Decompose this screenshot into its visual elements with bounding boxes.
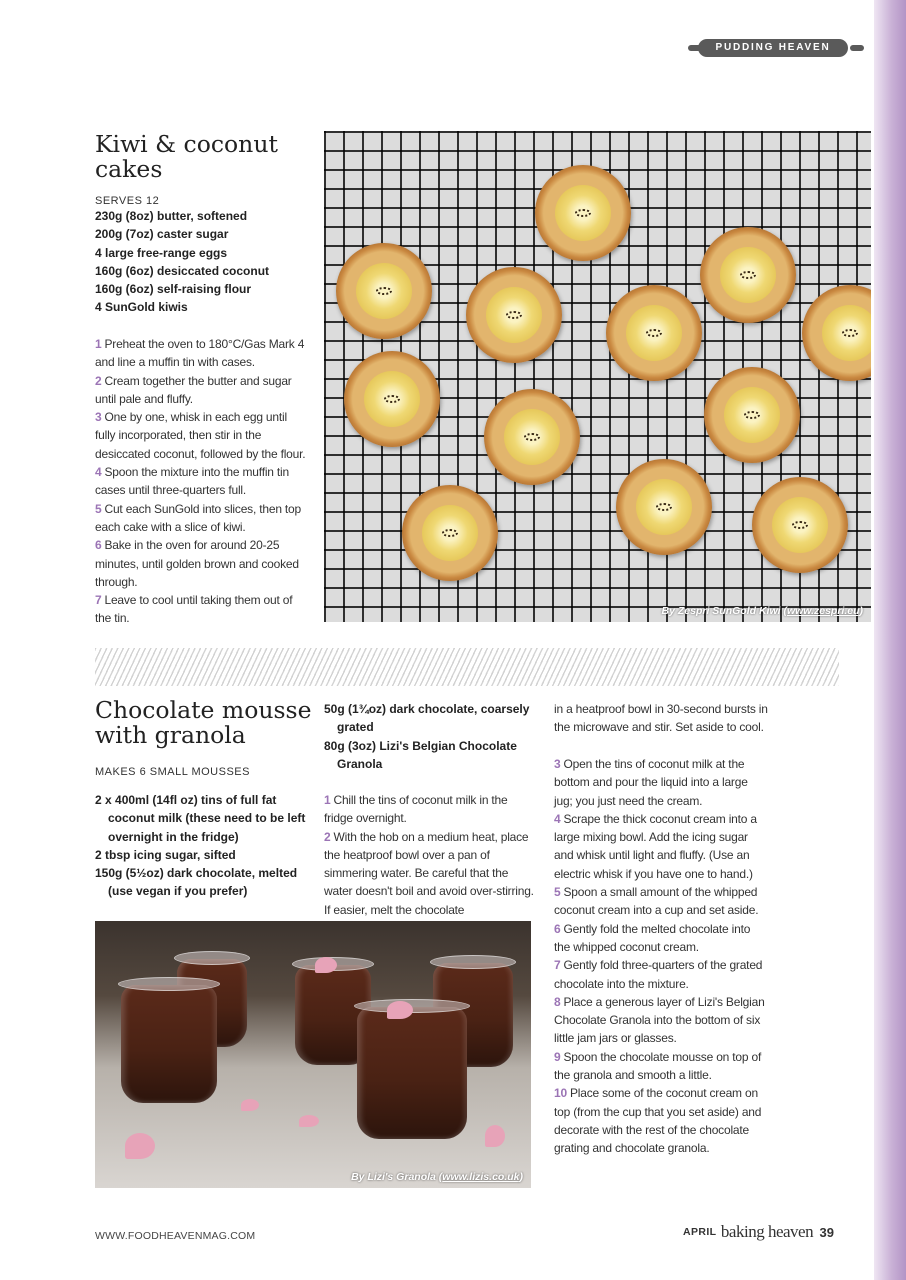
kiwi-photo-credit: By Zespri SunGold Kiwi (www.zespri.eu) [661, 605, 863, 617]
kiwi-cake [704, 367, 800, 463]
step-number: 5 [554, 885, 561, 900]
step-number: 3 [554, 757, 561, 771]
rose-petal [485, 1125, 505, 1147]
step-number: 8 [554, 994, 561, 1009]
step-number: 10 [554, 1086, 567, 1101]
page-edge-strip [874, 0, 906, 1280]
ingredient-item: 230g (8oz) butter, softened [95, 209, 248, 223]
kiwi-cake [700, 227, 796, 323]
method-step [554, 993, 769, 1048]
chocolate-mousse-photo [95, 921, 531, 1188]
method-step [554, 810, 769, 883]
step-text: Open the tins of coconut milk at the bottom and pour the liquid into a large jug; you just need the cream. [554, 757, 748, 808]
step-text: Spoon the mixture into the muffin tin cases until three-quarters full. [95, 465, 289, 498]
recipe2-ingredients-col2 [324, 700, 534, 773]
ingredient-item: 160g (6oz) self-raising flour [95, 282, 252, 297]
section-divider [95, 648, 839, 686]
kiwi-cake [344, 351, 440, 447]
ingredient-item: 2 x 400ml (14fl oz) tins of full fat coconut milk (these need to be left overnight in the fridge) [95, 793, 306, 844]
step-text: Bake in the oven for around 20-25 minutes, until golden brown and cooked through. [95, 538, 299, 589]
kiwi-cakes-photo [324, 131, 871, 622]
recipe1-serves: SERVES 12 [95, 195, 160, 207]
ingredient-item: 150g (5½oz) dark chocolate, melted (use vegan if you prefer) [95, 866, 298, 899]
kiwi-cake [535, 165, 631, 261]
kiwi-cake [752, 477, 848, 573]
method-step [95, 500, 307, 537]
step-number: 7 [95, 593, 102, 608]
recipe2-method-col2 [324, 791, 534, 919]
ingredient-item: 200g (7oz) caster sugar [95, 227, 229, 242]
rose-petal [125, 1133, 155, 1159]
zespri-link[interactable]: www.zespri.eu [786, 605, 860, 617]
method-step [324, 791, 534, 828]
method-step [554, 920, 769, 957]
step-number: 9 [554, 1049, 561, 1064]
step-number: 6 [95, 538, 102, 553]
section-tag-label: PUDDING HEAVEN [698, 39, 848, 57]
step-number: 4 [95, 465, 102, 480]
step-number: 7 [554, 958, 561, 973]
method-step [554, 1084, 769, 1157]
kiwi-cake [336, 243, 432, 339]
ingredient-item: 4 large free-range eggs [95, 245, 228, 260]
step-text: Place a generous layer of Lizi's Belgian Chocolate Granola into the bottom of six little jam jars or glasses. [554, 994, 765, 1046]
step-text: Preheat the oven to 180°C/Gas Mark 4 and line a muffin tin with cases. [95, 337, 305, 370]
kiwi-cake [466, 267, 562, 363]
step-text: One by one, whisk in each egg until fully incorporated, then stir in the desiccated coconut, followed by the flour. [95, 410, 306, 461]
method-step [95, 463, 307, 500]
step-number: 5 [95, 501, 102, 516]
step-number: 2 [95, 373, 102, 388]
step-number: 1 [95, 337, 102, 351]
rose-petal [299, 1115, 319, 1127]
step-number: 2 [324, 829, 331, 844]
ingredient-item: 2 tbsp icing sugar, sifted [95, 847, 236, 862]
footer-magazine-name: baking heaven [720, 1222, 814, 1241]
step-number: 6 [554, 921, 561, 936]
step-text: Scrape the thick coconut cream into a large mixing bowl. Add the icing sugar and whisk until light and fluffy. (Use an electric whisk if you have one to hand.) [554, 811, 757, 881]
footer-folio [683, 1222, 834, 1242]
method-step [95, 372, 307, 409]
recipe2-method-col3 [554, 755, 769, 1158]
kiwi-cake [802, 285, 871, 381]
section-tag [688, 38, 864, 58]
step-text: Place some of the coconut cream on top (from the cup that you set aside) and decorate with the rest of the chocolate grating and chocolate granola. [554, 1086, 762, 1156]
step-text: Gently fold three-quarters of the grated chocolate into the mixture. [554, 958, 763, 991]
method-step [324, 828, 534, 919]
step-text: Chill the tins of coconut milk in the fridge overnight. [324, 793, 508, 826]
ingredient-item: 160g (6oz) desiccated coconut [95, 263, 270, 278]
method-step [554, 1048, 769, 1085]
mousse-jar [357, 1007, 467, 1139]
step-text: With the hob on a medium heat, place the heatproof bowl over a pan of simmering water. Be careful that the water doesn't boil and avoid over-stirring. If easier, melt the chocolate [324, 829, 534, 917]
ingredient-item: 4 SunGold kiwis [95, 300, 188, 315]
step-number: 3 [95, 410, 102, 425]
method-step [95, 536, 307, 591]
footer-month: APRIL [682, 1226, 717, 1238]
method-step [554, 883, 769, 920]
rose-petal [241, 1099, 259, 1111]
step-text: Leave to cool until taking them out of the tin. [95, 593, 293, 626]
step-text: Spoon the chocolate mousse on top of the granola and smooth a little. [554, 1049, 762, 1083]
recipe2-ingredients-col1 [95, 791, 310, 901]
page-number: 39 [819, 1224, 834, 1240]
lizis-link[interactable]: www.lizis.co.uk [442, 1171, 520, 1183]
step-number: 1 [324, 793, 331, 807]
kiwi-cake [616, 459, 712, 555]
recipe2-method-continuation: in a heatproof bowl in 30-second bursts in the microwave and stir. Set aside to cool. [554, 702, 768, 735]
method-step [95, 335, 307, 372]
method-step [95, 408, 307, 463]
recipe2-makes: MAKES 6 SMALL MOUSSES [95, 766, 250, 778]
step-text: Gently fold the melted chocolate into the whipped coconut cream. [554, 921, 751, 954]
step-text: Cut each SunGold into slices, then top each cake with a slice of kiwi. [95, 501, 302, 534]
kiwi-cake [484, 389, 580, 485]
step-text: Spoon a small amount of the whipped coconut cream into a cup and set aside. [554, 885, 759, 918]
method-step [554, 755, 769, 810]
ingredient-item: 80g (3oz) Lizi's Belgian Chocolate Granola [324, 738, 517, 771]
kiwi-cake [402, 485, 498, 581]
mousse-jar [121, 985, 217, 1103]
method-step [95, 591, 307, 628]
footer-url[interactable]: WWW.FOODHEAVENMAG.COM [95, 1230, 256, 1242]
rose-petal [387, 1001, 413, 1019]
rolling-pin-handle-right [850, 45, 864, 51]
step-number: 4 [554, 811, 561, 826]
step-text: Cream together the butter and sugar until pale and fluffy. [95, 373, 292, 406]
ingredient-item: 50g (1¾oz) dark chocolate, coarsely grated [324, 702, 530, 735]
kiwi-cake [606, 285, 702, 381]
method-step [554, 956, 769, 993]
recipe2-title: Chocolate mousse with granola [95, 696, 312, 749]
recipe1-ingredients [95, 207, 310, 317]
rose-petal [315, 957, 337, 973]
recipe1-title: Kiwi & coconut cakes [95, 130, 278, 183]
recipe1-method [95, 335, 307, 628]
mousse-photo-credit: By Lizi's Granola (www.lizis.co.uk) [351, 1171, 523, 1183]
